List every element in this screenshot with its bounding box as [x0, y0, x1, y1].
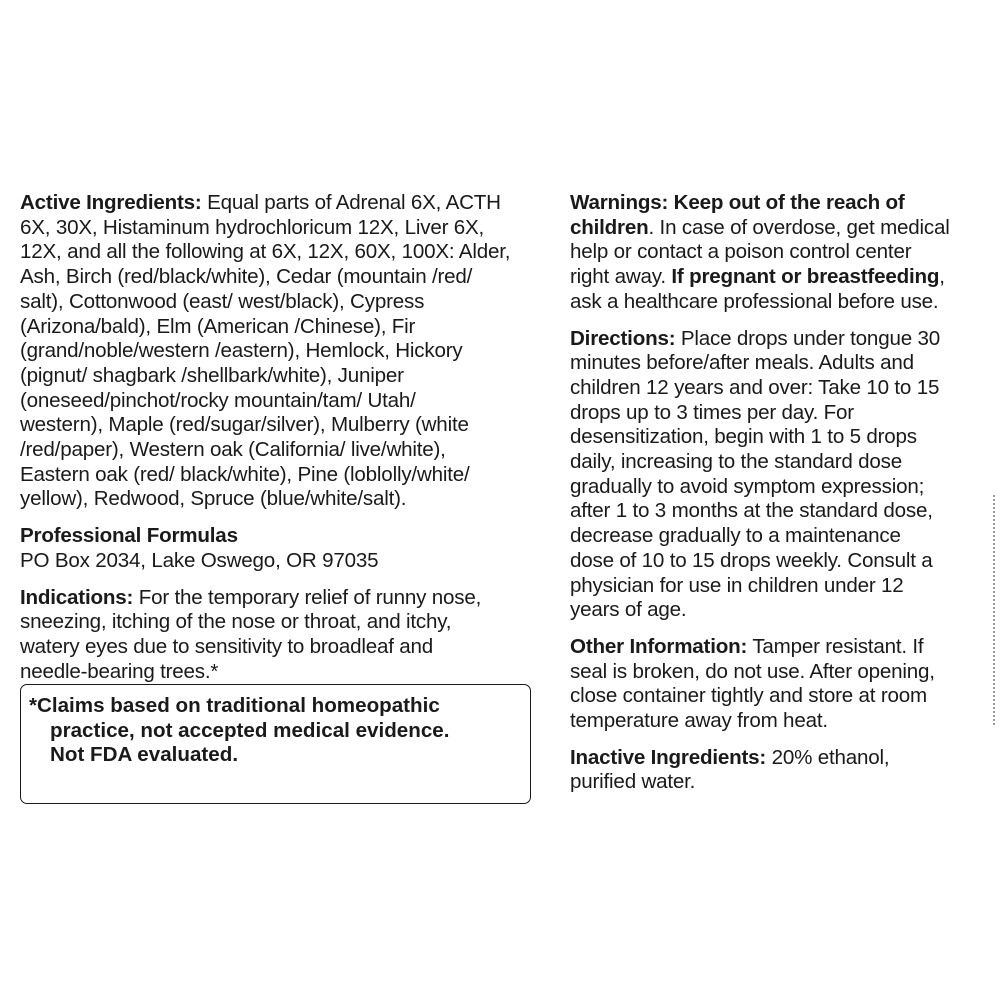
directions-line: minutes before/after meals. Adults and	[570, 351, 914, 375]
active-ingredients-line: western), Maple (red/sugar/silver), Mulberry (white	[20, 413, 469, 437]
inactive-ingredients-line: purified water.	[570, 770, 696, 794]
warnings-keep-out: Keep out of the reach of	[668, 191, 905, 214]
active-ingredients-line: yellow), Redwood, Spruce (blue/white/salt).	[20, 487, 407, 511]
warnings-section	[570, 191, 980, 315]
active-ingredients-line: 6X, 30X, Histaminum hydrochloricum 12X, Liver 6X,	[20, 215, 485, 239]
indications-section	[20, 586, 548, 685]
company-section	[20, 524, 548, 573]
directions-line: after 1 to 3 months at the standard dose,	[570, 499, 933, 523]
warnings-text: . In case of overdose, get medical	[648, 215, 950, 239]
active-ingredients-line: Equal parts of Adrenal 6X, ACTH	[201, 191, 501, 214]
directions-line: drops up to 3 times per day. For	[570, 400, 854, 424]
warnings-text: right away.	[570, 265, 672, 289]
active-ingredients-line: /red/paper), Western oak (California/ live/white),	[20, 438, 446, 462]
directions-line: Place drops under tongue 30	[675, 326, 940, 350]
active-ingredients-line: (oneseed/pinchot/rocky mountain/tam/ Utah/	[20, 388, 416, 412]
warnings-text: ask a healthcare professional before use.	[570, 289, 939, 313]
active-ingredients-line: 12X, and all the following at 6X, 12X, 60X, 100X: Alder,	[20, 240, 511, 264]
warnings-text: help or contact a poison control center	[570, 240, 912, 264]
inactive-ingredients-section	[570, 746, 980, 795]
left-column	[20, 191, 548, 684]
other-information-label: Other Information:	[570, 634, 748, 658]
disclaimer-box	[20, 684, 531, 804]
other-information-section	[570, 635, 980, 734]
disclaimer-line: practice, not accepted medical evidence.	[50, 718, 450, 742]
indications-line: sneezing, itching of the nose or throat, and itchy,	[20, 610, 452, 634]
active-ingredients-section	[20, 191, 548, 512]
directions-line: years of age.	[570, 598, 687, 622]
inactive-ingredients-line: 20% ethanol,	[766, 745, 890, 769]
other-information-line: close container tightly and store at room	[570, 684, 927, 708]
active-ingredients-line: salt), Cottonwood (east/ west/black), Cypress	[20, 289, 425, 313]
indications-line: For the temporary relief of runny nose,	[133, 585, 482, 609]
directions-line: physician for use in children under 12	[570, 573, 904, 597]
directions-line: dose of 10 to 15 drops weekly. Consult a	[570, 548, 933, 572]
directions-line: gradually to avoid symptom expression;	[570, 474, 925, 498]
other-information-line: seal is broken, do not use. After opening,	[570, 659, 935, 683]
directions-line: children 12 years and over: Take 10 to 15	[570, 375, 940, 399]
active-ingredients-line: (grand/noble/western /eastern), Hemlock, Hickory	[20, 339, 463, 363]
company-name: Professional Formulas	[20, 524, 238, 548]
warnings-pregnant: If pregnant or breastfeeding	[671, 265, 940, 289]
active-ingredients-line: Eastern oak (red/ black/white), Pine (loblolly/white/	[20, 462, 470, 486]
disclaimer-text	[29, 694, 522, 768]
other-information-line: Tamper resistant. If	[747, 634, 924, 658]
directions-line: daily, increasing to the standard dose	[570, 450, 903, 474]
warnings-text: ,	[939, 265, 945, 289]
indications-label: Indications:	[20, 585, 134, 609]
indications-line: watery eyes due to sensitivity to broadleaf and	[20, 634, 434, 658]
directions-label: Directions:	[570, 326, 676, 350]
other-information-line: temperature away from heat.	[570, 709, 828, 733]
active-ingredients-line: (pignut/ shagbark /shellbark/white), Juniper	[20, 363, 404, 387]
label-edge-divider	[993, 495, 999, 725]
active-ingredients-line: (Arizona/bald), Elm (American /Chinese), Fir	[20, 314, 416, 338]
disclaimer-line: *Claims based on traditional homeopathic	[29, 694, 440, 717]
right-column	[570, 191, 980, 795]
directions-line: decrease gradually to a maintenance	[570, 524, 901, 548]
directions-line: desensitization, begin with 1 to 5 drops	[570, 425, 917, 449]
disclaimer-line: Not FDA evaluated.	[50, 743, 239, 766]
indications-line: needle-bearing trees.*	[20, 659, 219, 683]
directions-section	[570, 327, 980, 623]
active-ingredients-label: Active Ingredients:	[20, 191, 202, 214]
company-address: PO Box 2034, Lake Oswego, OR 97035	[20, 548, 379, 572]
warnings-label: Warnings:	[570, 191, 669, 214]
active-ingredients-line: Ash, Birch (red/black/white), Cedar (mountain /red/	[20, 265, 473, 289]
inactive-ingredients-label: Inactive Ingredients:	[570, 745, 767, 769]
warnings-children: children	[570, 215, 649, 239]
